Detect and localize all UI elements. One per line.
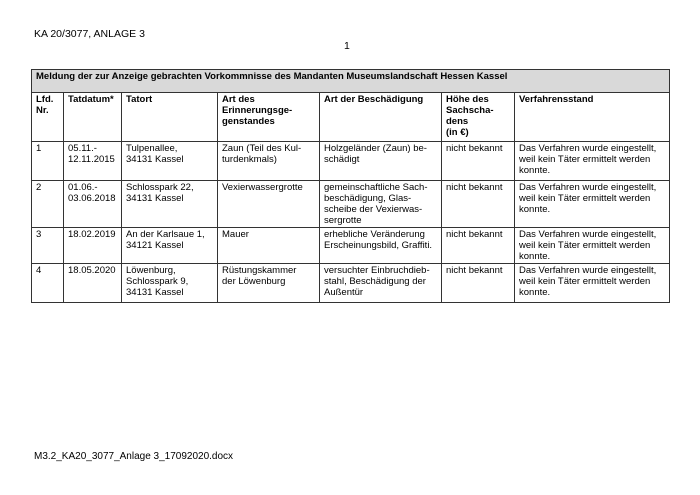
incident-table [31, 69, 670, 303]
table-cell: nicht bekannt [442, 264, 515, 303]
table-cell: 18.02.2019 [64, 228, 122, 264]
column-header: Art der Beschädigung [320, 93, 442, 142]
footer-filename: M3.2_KA20_3077_Anlage 3_17092020.docx [34, 451, 234, 462]
table-cell: 05.11.- 12.11.2015 [64, 142, 122, 181]
table-cell: Rüstungskammer der Löwenburg [218, 264, 320, 303]
table-cell: 2 [32, 181, 64, 228]
table-cell: nicht bekannt [442, 181, 515, 228]
column-header: Art des Erinnerungsge- genstandes [218, 93, 320, 142]
table-row [32, 264, 670, 303]
table-cell: erhebliche Veränderung Erscheinungsbild, Graffiti. [320, 228, 442, 264]
table-caption-row [32, 70, 670, 93]
table-row [32, 142, 670, 181]
column-header: Tatort [122, 93, 218, 142]
table-header-row [32, 93, 670, 142]
column-header: Höhe des Sachscha- dens (in €) [442, 93, 515, 142]
column-header: Tatdatum* [64, 93, 122, 142]
table-cell: gemeinschaftliche Sach- beschädigung, Glas- scheibe der Vexierwas- sergrotte [320, 181, 442, 228]
table-cell: nicht bekannt [442, 228, 515, 264]
table-cell: Löwenburg, Schlosspark 9, 34131 Kassel [122, 264, 218, 303]
table-cell: Das Verfahren wurde eingestellt, weil kein Täter ermittelt werden konnte. [515, 264, 670, 303]
table-cell: 4 [32, 264, 64, 303]
table-cell: Schlosspark 22, 34131 Kassel [122, 181, 218, 228]
table-cell: versuchter Einbruchdieb- stahl, Beschädigung der Außentür [320, 264, 442, 303]
page-number: 1 [344, 40, 350, 52]
table-cell: 01.06.- 03.06.2018 [64, 181, 122, 228]
table-cell: Tulpenallee, 34131 Kassel [122, 142, 218, 181]
table-cell: 3 [32, 228, 64, 264]
table-cell: Das Verfahren wurde eingestellt, weil kein Täter ermittelt werden konnte. [515, 142, 670, 181]
table-row [32, 181, 670, 228]
table-cell: Zaun (Teil des Kul- turdenkmals) [218, 142, 320, 181]
table-cell: Vexierwassergrotte [218, 181, 320, 228]
table-cell: An der Karlsaue 1, 34121 Kassel [122, 228, 218, 264]
column-header: Lfd. Nr. [32, 93, 64, 142]
table-cell: Mauer [218, 228, 320, 264]
table-cell: Holzgeländer (Zaun) be- schädigt [320, 142, 442, 181]
table-cell: 1 [32, 142, 64, 181]
table-cell: Das Verfahren wurde eingestellt, weil kein Täter ermittelt werden konnte. [515, 181, 670, 228]
table-cell: 18.05.2020 [64, 264, 122, 303]
table-cell: Das Verfahren wurde eingestellt, weil kein Täter ermittelt werden konnte. [515, 228, 670, 264]
table-cell: nicht bekannt [442, 142, 515, 181]
table-row [32, 228, 670, 264]
column-header: Verfahrensstand [515, 93, 670, 142]
document-reference: KA 20/3077, ANLAGE 3 [34, 28, 145, 40]
table-caption: Meldung der zur Anzeige gebrachten Vorkommnisse des Mandanten Museumslandschaft Hessen Kassel [32, 70, 670, 93]
